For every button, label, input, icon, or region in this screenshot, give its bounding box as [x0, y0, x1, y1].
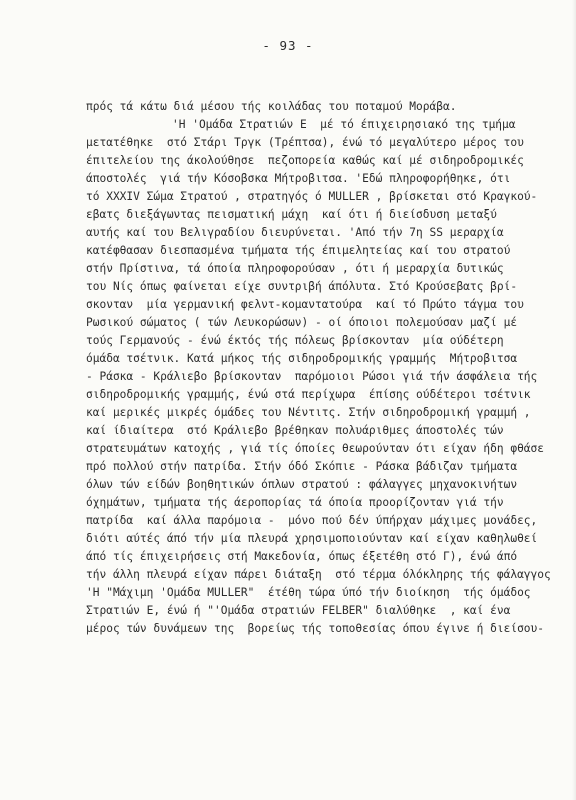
text-line: πρός τά κάτω διά μέσου τής κοιλάδας του ποταμού Μοράβα.	[86, 100, 457, 113]
text-line: Στρατιών Ε, ένώ ή "'Ομάδα στρατιών FELBER" διαλύθηκε , καί ένα	[86, 604, 511, 617]
text-line: εβατς διεξάγωντας πεισματική μάχη καί ότι ή διείσδυση μεταξύ	[86, 208, 497, 221]
text-line: καί μερικές μικρές όμάδες του Νέντιτς. Στήν σιδηροδρομική γραμμή ,	[86, 406, 531, 419]
text-line: σκονταν μία γερμανική φελντ-κομαντατούρα καί τό Πρώτο τάγμα του	[86, 298, 524, 311]
text-line: Ρωσικού σώματος ( τών Λευκορώσων) - οί όποιοι πολεμούσαν μαζί μέ	[86, 316, 518, 329]
text-line: τούς Γερμανούς - ένώ έκτός τής πόλεως βρίσκονταν μία ούδέτερη	[86, 334, 504, 347]
text-line: στρατευμάτων κατοχής , γιά τίς όποίες θεωρούνταν ότι είχαν ήδη φθάσε	[86, 442, 545, 455]
text-line: πρό πολλού στήν πατρίδα. Στήν όδό Σκόπιε - Ράσκα βάδιζαν τμήματα	[86, 460, 518, 473]
text-line: 'Η "Μάχιμη 'Ομάδα MULLER" έτέθη τώρα ύπό τήν διοίκηση τής όμάδος	[86, 586, 531, 599]
text-line: όμάδα τσέτνικ. Κατά μήκος τής σιδηροδρομικής γραμμής Μήτροβιτσα	[86, 352, 518, 365]
text-line: του Νίς όπως φαίνεται είχε συντριβή άπόλυτα. Στό Κρούσεβατς βρί-	[86, 280, 518, 293]
text-line: διότι αύτές άπό τήν μία πλευρά χρησιμοποιούνταν καί είχαν καθηλωθεί	[86, 532, 538, 545]
text-line: σιδηροδρομικής γραμμής, ένώ στά περίχωρα έπίσης ούδέτεροι τσέτνικ	[86, 388, 531, 401]
text-line: όλων τών είδών βοηθητικών όπλων στρατού : φάλαγγες μηχανοκινήτων	[86, 478, 518, 491]
text-line: αυτής καί του Βελιγραδίου διευρύνεται. 'Από τήν 7η SS μεραρχία	[86, 226, 504, 239]
text-line: κατέφθασαν διεσπασμένα τμήματα τής έπιμελητείας καί του στρατού	[86, 244, 511, 257]
text-line: - Ράσκα - Κράλιεβο βρίσκονταν παρόμοιοι Ρώσοι γιά τήν άσφάλεια τής	[86, 370, 538, 383]
page-number: - 93 -	[262, 38, 314, 53]
text-line: έπιτελείου της άκολούθησε πεζοπορεία καθώς καί μέ σιδηροδρομικές	[86, 154, 524, 167]
text-line: τό XXXIV Σώμα Στρατού , στρατηγός ό MULLER , βρίσκεται στό Κραγκού-	[86, 190, 538, 203]
text-line: 'Η 'Ομάδα Στρατιών Ε μέ τό έπιχειρησιακό της τμήμα	[172, 118, 516, 131]
text-line: καί ίδιαίτερα στό Κράλιεβο βρέθηκαν πολυάριθμες άποστολές τών	[86, 424, 504, 437]
text-line: πατρίδα καί άλλα παρόμοια - μόνο πού δέν ύπήρχαν μάχιμες μονάδες,	[86, 514, 538, 527]
text-line: στήν Πρίστινα, τά όποία πληροφορούσαν , ότι ή μεραρχία δυτικώς	[86, 262, 504, 275]
text-line: μέρος τών δυνάμεων της βορείως τής τοποθεσίας όπου έγινε ή διείσου-	[86, 622, 545, 635]
text-line: όχημάτων, τμήματα τής άεροπορίας τά όποία προορίζονταν γιά τήν	[86, 496, 504, 509]
page-edge-shadow	[572, 0, 576, 800]
text-line: τήν άλλη πλευρά είχαν πάρει διάταξη στό τέρμα όλόκληρης τής φάλαγγος	[86, 568, 551, 581]
text-line: μετατέθηκε στό Στάρι Τργκ (Τρέπτσα), ένώ τό μεγαλύτερο μέρος του	[86, 136, 524, 149]
text-line: άπό τίς έπιχειρήσεις στή Μακεδονία, όπως έξετέθη στό Γ), ένώ άπό	[86, 550, 518, 563]
text-line: άποστολές γιά τήν Κόσοβσκα Μήτροβιτσα. 'Εδώ πληροφορήθηκε, ότι	[86, 172, 511, 185]
